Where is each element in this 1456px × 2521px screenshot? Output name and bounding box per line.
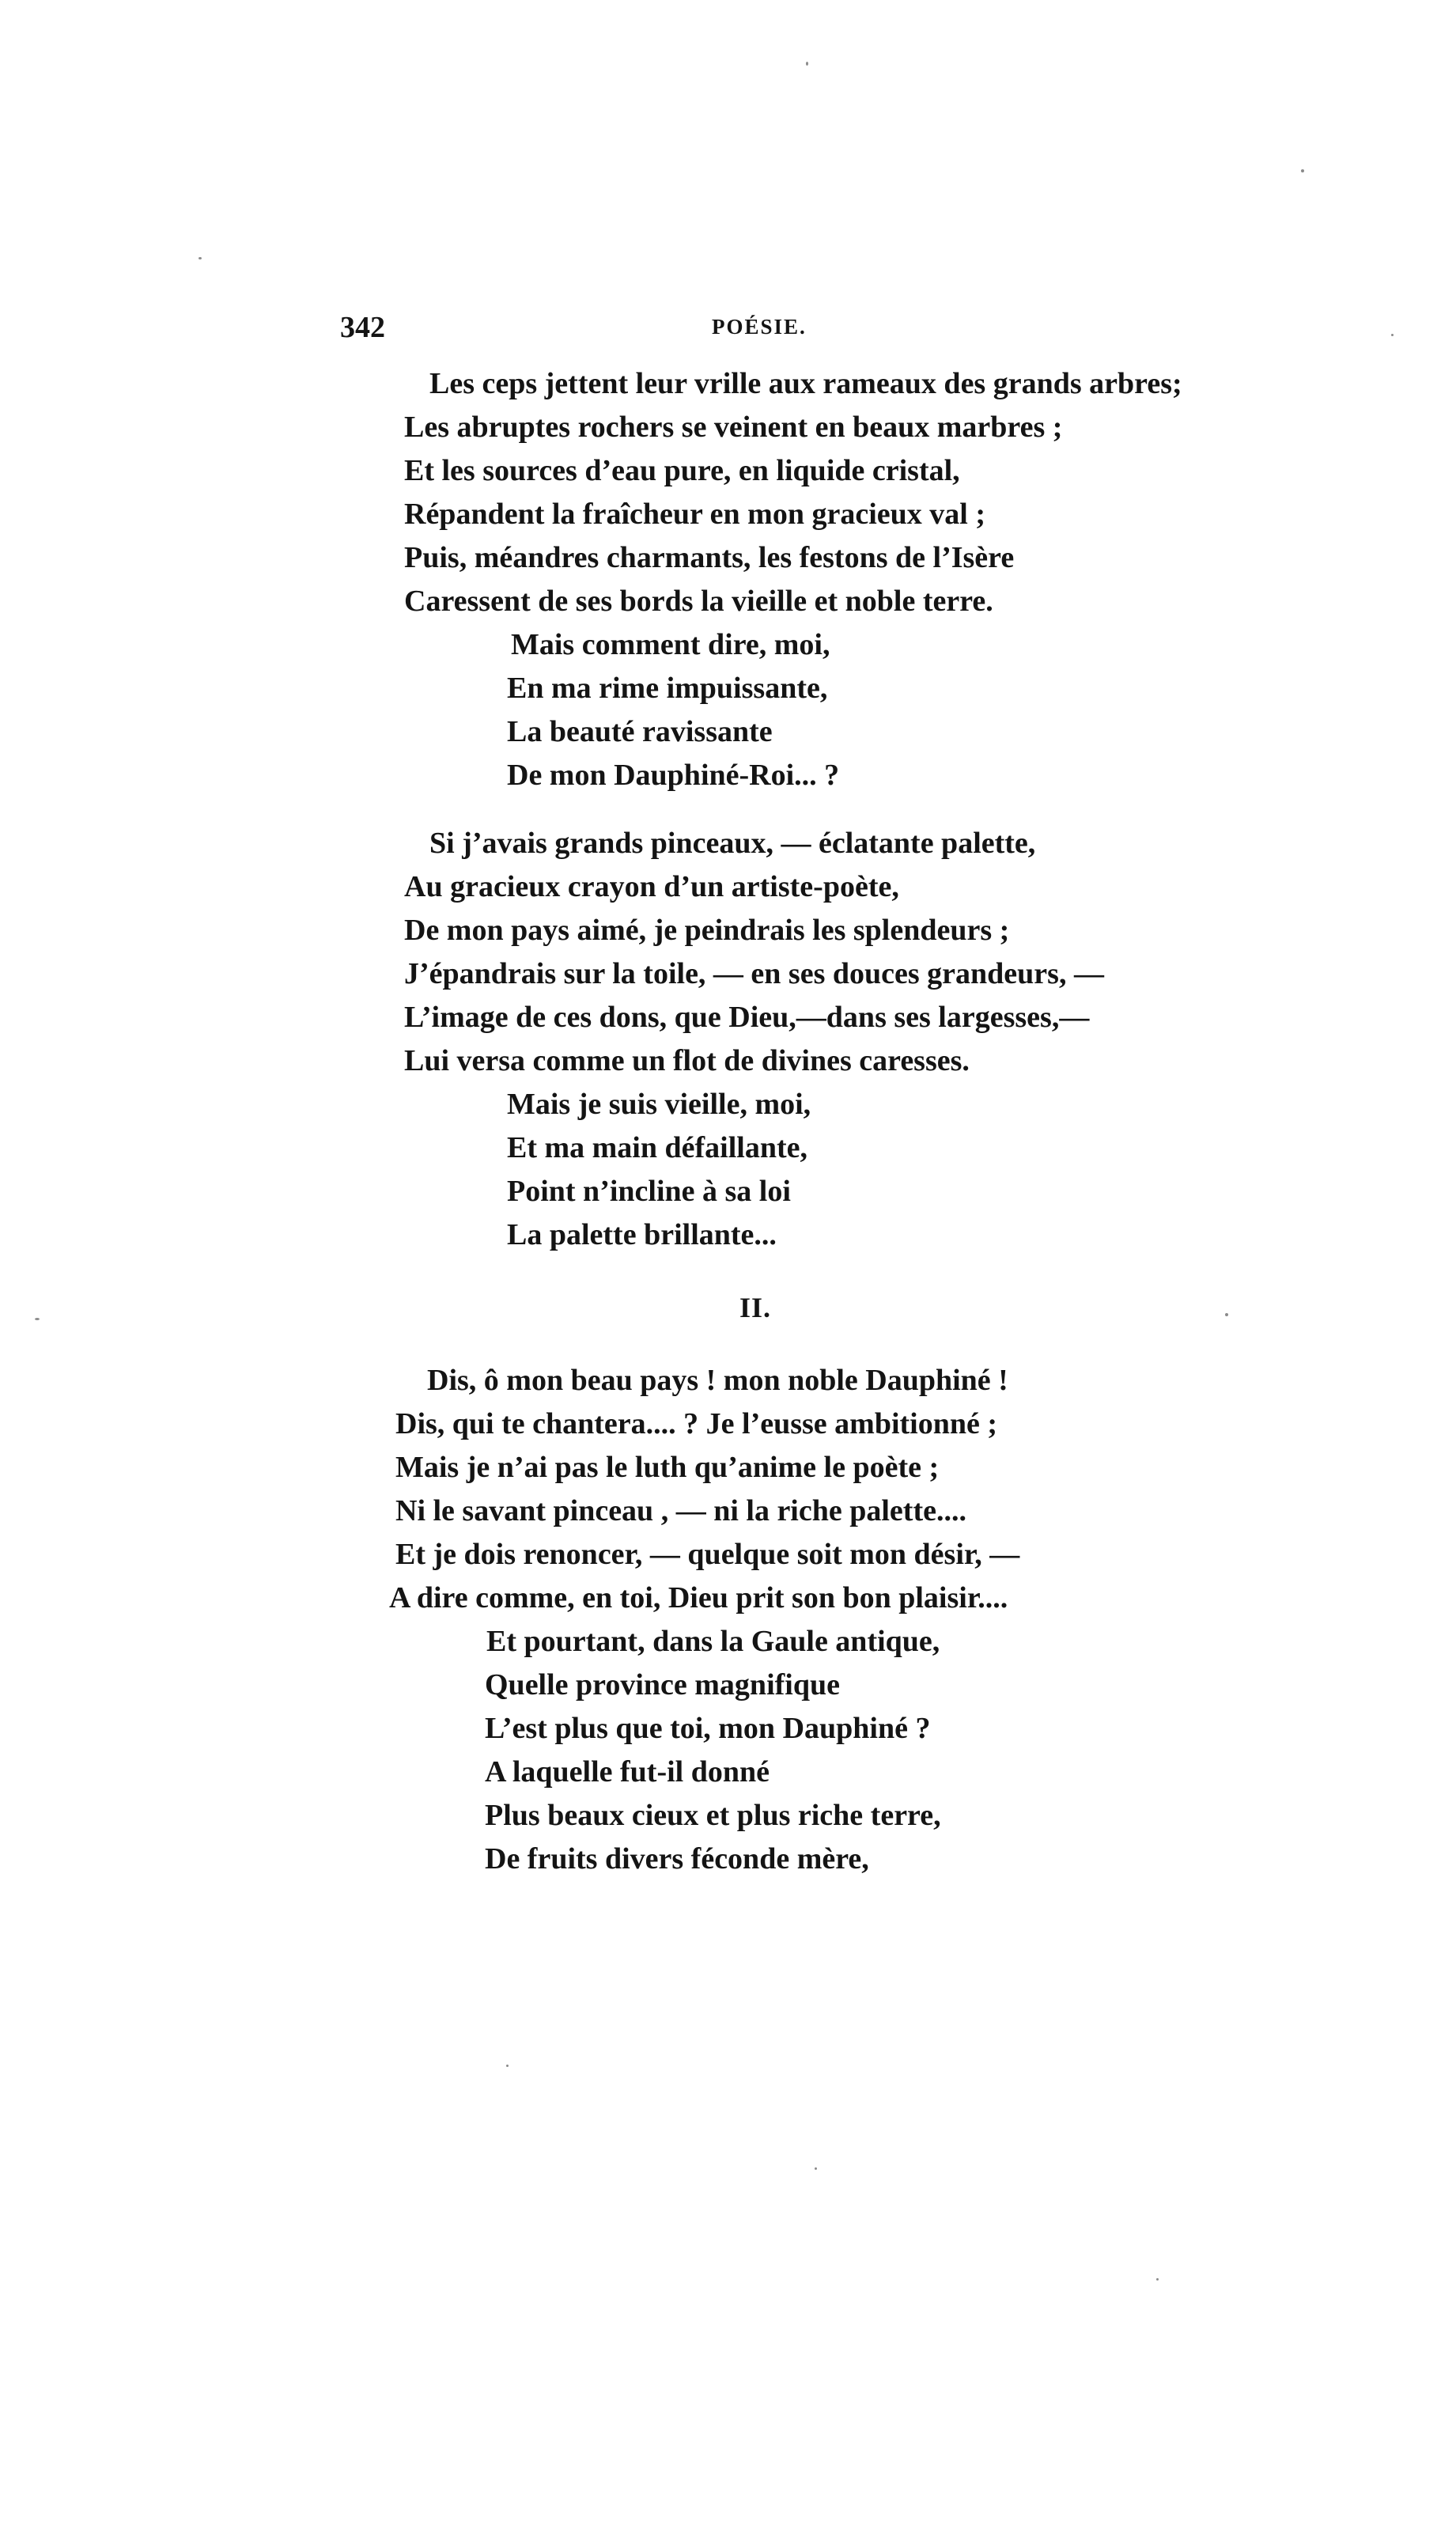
scan-speck [199,257,202,259]
stanza3-line-3: Mais je n’ai pas le luth qu’anime le poète ; [395,1451,940,1484]
scan-speck [1391,334,1394,336]
refrain1-line-1: Mais comment dire, moi, [511,628,830,661]
stanza3-line-6: A dire comme, en toi, Dieu prit son bon plaisir.... [389,1581,1008,1614]
stanza4-line-4: A laquelle fut-il donné [485,1755,770,1789]
stanza2-line-1: Si j’avais grands pinceaux, — éclatante palette, [429,827,1036,860]
stanza3-line-1: Dis, ô mon beau pays ! mon noble Dauphiné ! [427,1364,1008,1397]
scan-speck [1156,2278,1159,2281]
refrain2-line-2: Et ma main défaillante, [507,1131,807,1164]
scan-speck [806,62,808,66]
refrain2-line-4: La palette brillante... [507,1218,777,1251]
section-numeral: II. [739,1292,772,1323]
stanza4-line-6: De fruits divers féconde mère, [485,1842,869,1876]
refrain2-line-3: Point n’incline à sa loi [507,1175,791,1208]
scan-speck [1301,169,1304,172]
stanza2-line-3: De mon pays aimé, je peindrais les splendeurs ; [404,914,1010,947]
stanza3-line-4: Ni le savant pinceau , — ni la riche palette.... [395,1494,966,1527]
page-header [340,310,1194,358]
stanza4-line-5: Plus beaux cieux et plus riche terre, [485,1799,941,1832]
stanza4-line-2: Quelle province magnifique [485,1668,840,1701]
stanza1-line-4: Répandent la fraîcheur en mon gracieux val ; [404,498,985,531]
page-number: 342 [340,311,385,344]
stanza1-line-3: Et les sources d’eau pure, en liquide cristal, [404,454,960,487]
refrain1-line-3: La beauté ravissante [507,715,773,748]
stanza2-line-2: Au gracieux crayon d’un artiste-poète, [404,870,899,903]
running-title: POÉSIE. [712,315,807,339]
stanza1-line-2: Les abruptes rochers se veinent en beaux marbres ; [404,411,1063,444]
scan-speck [506,2065,509,2067]
scan-speck [815,2167,817,2170]
stanza2-line-4: J’épandrais sur la toile, — en ses douces grandeurs, — [404,957,1104,990]
refrain1-line-4: De mon Dauphiné-Roi... ? [507,759,840,792]
stanza1-line-5: Puis, méandres charmants, les festons de l’Isère [404,541,1015,574]
scan-speck [35,1318,40,1320]
scan-speck [1225,1313,1228,1316]
stanza3-line-5: Et je dois renoncer, — quelque soit mon désir, — [395,1538,1020,1571]
stanza2-line-6: Lui versa comme un flot de divines caresses. [404,1044,970,1077]
stanza4-line-1: Et pourtant, dans la Gaule antique, [486,1625,940,1658]
refrain2-line-1: Mais je suis vieille, moi, [507,1088,811,1121]
stanza1-line-1: Les ceps jettent leur vrille aux rameaux des grands arbres; [429,367,1182,400]
refrain1-line-2: En ma rime impuissante, [507,672,828,705]
stanza4-line-3: L’est plus que toi, mon Dauphiné ? [485,1712,931,1745]
stanza2-line-5: L’image de ces dons, que Dieu,—dans ses largesses,— [404,1001,1090,1034]
stanza3-line-2: Dis, qui te chantera.... ? Je l’eusse ambitionné ; [395,1407,998,1440]
stanza1-line-6: Caressent de ses bords la vieille et noble terre. [404,585,993,618]
